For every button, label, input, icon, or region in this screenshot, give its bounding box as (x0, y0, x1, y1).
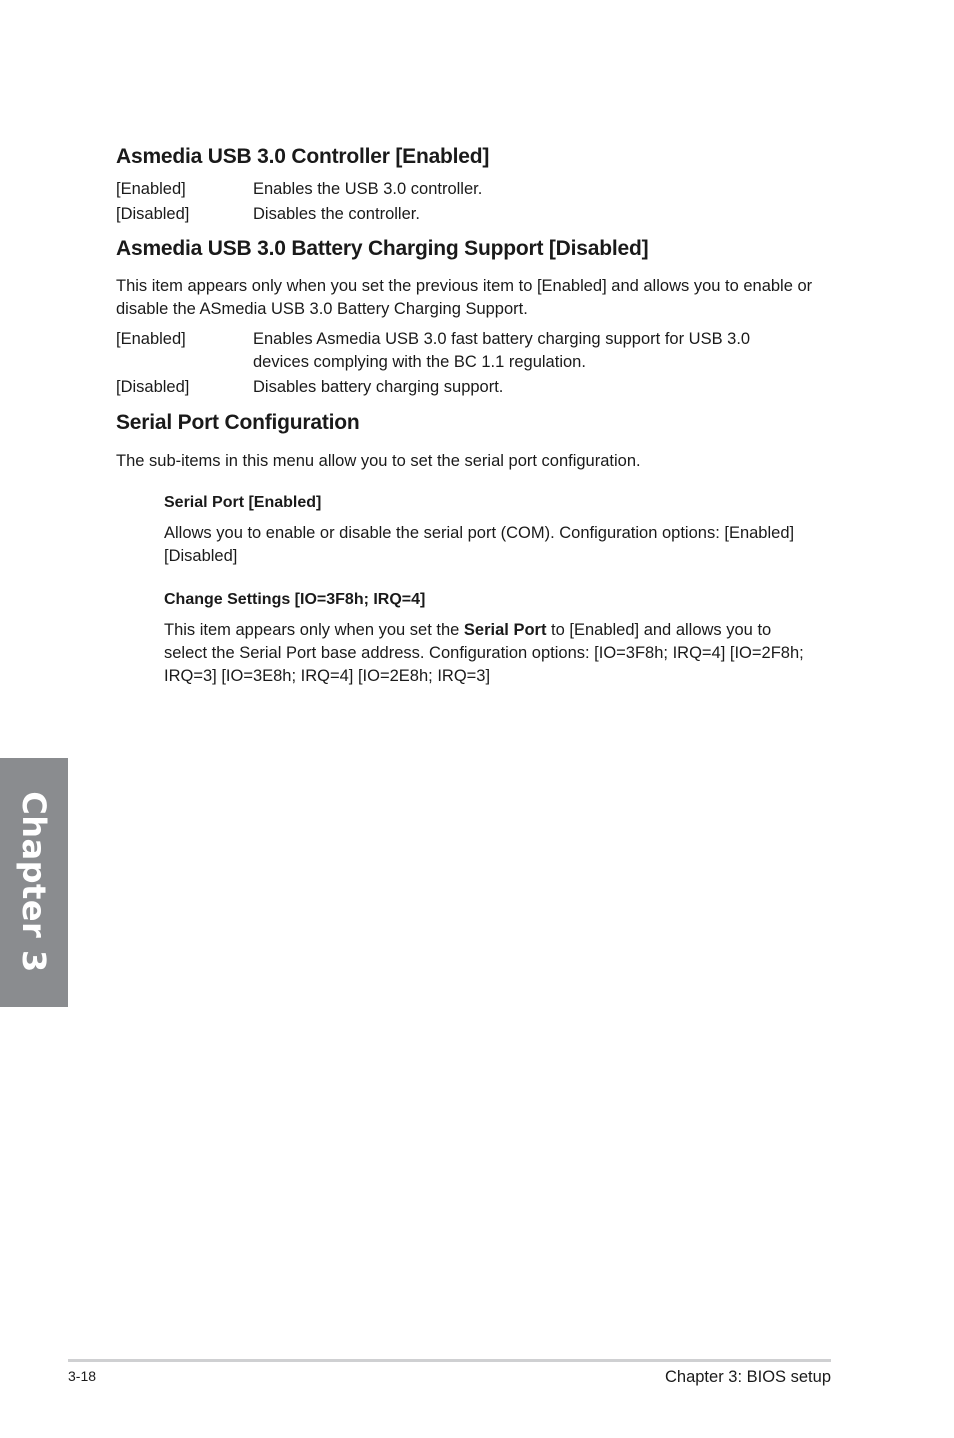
serial-port-heading: Serial Port [Enabled] (164, 494, 322, 511)
change-settings-heading: Change Settings [IO=3F8h; IRQ=4] (164, 591, 426, 608)
footer-chapter-title: Chapter 3: BIOS setup (664, 1368, 831, 1386)
change-settings-text (164, 619, 804, 688)
usb-controller-heading: Asmedia USB 3.0 Controller [Enabled] (116, 145, 490, 168)
battery-charging-disabled-key: [Disabled] (116, 378, 190, 396)
battery-charging-enabled-desc: Enables Asmedia USB 3.0 fast battery charging support for USB 3.0 devices complying with the BC 1.1 regulation. (253, 330, 751, 371)
change-settings-text-after: to [Enabled] and allows you to select the Serial Port base address. Configuration options: [IO=3F8h; IRQ=4] [IO=2F8h; IRQ=3] [IO=3E8h; IRQ=4] [IO=2E8h; IRQ=3] (164, 621, 804, 685)
battery-charging-intro: This item appears only when you set the previous item to [Enabled] and allows you to enable or disable the ASmedia USB 3.0 Battery Charging Support. (116, 277, 813, 318)
usb-controller-disabled-key: [Disabled] (116, 205, 190, 223)
usb-controller-enabled-desc: Enables the USB 3.0 controller. (253, 180, 483, 198)
usb-controller-disabled-desc: Disables the controller. (253, 205, 420, 223)
change-settings-text-before: This item appears only when you set the (164, 621, 464, 639)
footer-page-number: 3-18 (68, 1368, 97, 1384)
serial-port-config-intro: The sub-items in this menu allow you to set the serial port configuration. (116, 452, 641, 470)
usb-controller-enabled-key: [Enabled] (116, 180, 186, 198)
battery-charging-disabled-desc: Disables battery charging support. (253, 378, 504, 396)
battery-charging-heading: Asmedia USB 3.0 Battery Charging Support [Disabled] (116, 237, 649, 260)
footer-divider (68, 1359, 831, 1362)
serial-port-config-heading: Serial Port Configuration (116, 411, 360, 434)
chapter-tab (0, 758, 68, 1007)
serial-port-text: Allows you to enable or disable the serial port (COM). Configuration options: [Enabled] [Disabled] (164, 524, 795, 565)
chapter-tab-label: Chapter 3 (15, 791, 53, 973)
serial-port-term: Serial Port (463, 621, 547, 639)
battery-charging-enabled-key: [Enabled] (116, 330, 186, 348)
